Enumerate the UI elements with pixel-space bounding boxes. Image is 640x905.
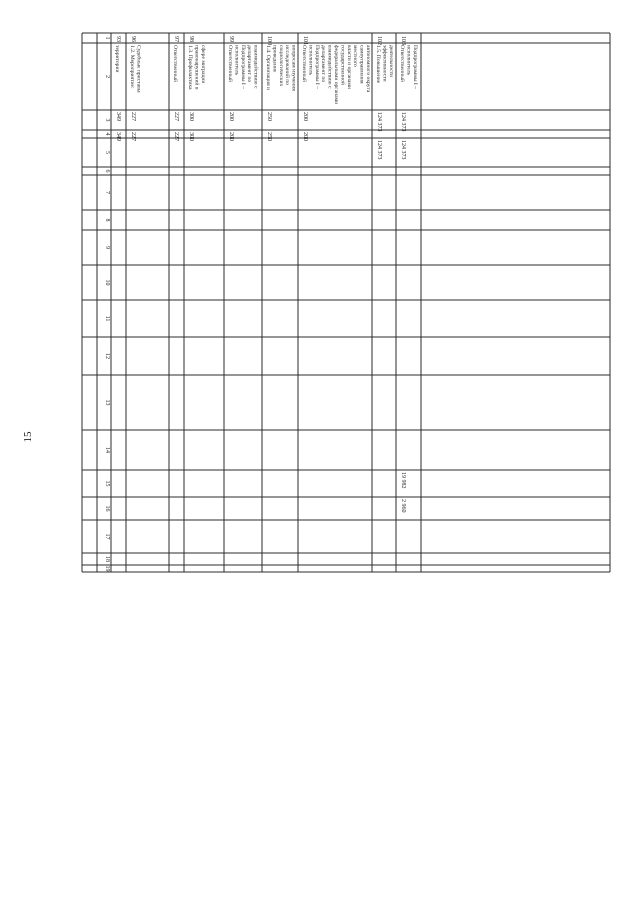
row-description-103-line: Подпрограммы I – — [411, 45, 418, 89]
row-description-99-line: взаимодействию с — [252, 45, 259, 89]
column-number-9: 9 — [104, 246, 110, 249]
row-description-96-line: 1.2. Мероприятие: — [129, 45, 135, 89]
row-103-value-c5: 124 373 — [400, 140, 406, 160]
column-number-16: 16 — [104, 505, 110, 512]
column-number-14: 14 — [104, 447, 110, 453]
row-description-102-line: деятельности — [387, 45, 394, 78]
row-number-93: 93 — [115, 36, 121, 42]
row-number-97: 97 — [173, 36, 179, 42]
row-description-101-line: автономного округа — [365, 45, 371, 93]
column-number-3: 3 — [104, 118, 110, 122]
row-101-value-c4: 200 — [302, 132, 308, 141]
row-description-97-line: Ответственный — [172, 45, 178, 82]
column-number-10: 10 — [104, 279, 110, 286]
row-description-98-line: 1.3. Профилактика — [187, 45, 193, 90]
column-number-12: 12 — [104, 353, 110, 359]
column-number-18: 18 — [104, 556, 110, 562]
column-number-7: 7 — [104, 191, 110, 194]
row-description-100-line: проведение — [271, 45, 278, 73]
table-cells — [104, 36, 418, 572]
row-description-99-line: департамент по — [246, 45, 253, 83]
row-description-100-line: социологических — [277, 45, 284, 87]
row-100-value-c3: 250 — [266, 112, 272, 121]
column-number-6: 6 — [104, 169, 110, 173]
row-description-101-line: департамент по — [320, 45, 327, 83]
column-number-8: 8 — [104, 218, 110, 222]
row-103-value-c16: 2 960 — [400, 499, 406, 513]
row-number-100: 100 — [266, 36, 272, 45]
row-description-101-line: местного — [352, 45, 359, 67]
column-number-1: 1 — [104, 36, 110, 40]
row-description-93-line: территории — [114, 45, 120, 73]
column-number-17: 17 — [104, 533, 110, 540]
column-number-11: 11 — [104, 315, 110, 322]
row-description-99-line: Подпрограммы I – — [239, 45, 246, 89]
column-number-5: 5 — [104, 151, 110, 154]
row-description-98-line: правонарушений в — [193, 45, 200, 90]
row-97-value-c3: 227 — [173, 112, 179, 121]
row-description-98-line: сфере миграции — [199, 45, 206, 84]
row-description-100-line: 1.4. Организация и — [265, 45, 271, 91]
row-number-103: 103 — [400, 36, 406, 45]
row-101-value-c3: 200 — [302, 112, 308, 121]
table-grid — [82, 33, 610, 572]
row-96-value-c4: 227 — [130, 132, 136, 141]
row-description-101-line: самоуправления — [358, 45, 365, 84]
row-description-102-line: 1.5. Повышение — [375, 45, 381, 84]
row-description-101-line: Подпрограммы I – — [313, 45, 320, 89]
row-description-99-line: исполнитель — [233, 45, 240, 76]
row-97-value-c4: 227 — [173, 132, 179, 141]
row-100-value-c4: 250 — [266, 132, 272, 141]
row-description-100-line: исследований по — [284, 45, 291, 86]
row-98-value-c3: 300 — [188, 112, 194, 121]
column-number-19: 19 — [104, 565, 110, 572]
row-102-value-c5: 124 373 — [376, 140, 382, 160]
row-description-102-line: эффективности — [381, 45, 388, 82]
row-description-101-line: Ответственный — [301, 45, 307, 82]
row-93-value-c3: 349 — [115, 112, 121, 121]
row-number-101: 101 — [302, 36, 308, 45]
row-description-100-line: вопросам изучения — [290, 45, 297, 91]
row-description-101-line: исполнитель — [307, 45, 314, 76]
column-number-4: 4 — [104, 132, 110, 136]
page-number: 15 — [22, 431, 34, 443]
row-102-value-c3: 124 373 — [376, 112, 382, 132]
row-98-value-c4: 300 — [188, 132, 194, 141]
row-number-102: 102 — [376, 36, 382, 45]
row-99-value-c4: 200 — [228, 132, 234, 141]
row-96-value-c3: 227 — [130, 112, 136, 121]
column-number-2: 2 — [104, 75, 110, 78]
row-number-99: 99 — [228, 36, 234, 42]
row-description-103-line: Ответственный — [399, 45, 405, 82]
row-103-value-c15: 19 982 — [400, 472, 406, 489]
row-description-99-line: Ответственный — [227, 45, 233, 82]
row-description-96-line: Судебные приставы — [135, 45, 142, 93]
row-number-96: 96 — [130, 36, 136, 42]
row-description-101-line: федеральными органами — [333, 45, 339, 105]
row-description-101-line: власти и органами — [345, 45, 352, 89]
row-description-101-line: государственной — [339, 45, 346, 85]
row-99-value-c3: 200 — [228, 112, 234, 121]
row-93-value-c4: 349 — [115, 132, 121, 141]
row-number-98: 98 — [188, 36, 194, 42]
column-number-15: 15 — [104, 480, 110, 487]
row-103-value-c3: 124 373 — [400, 112, 406, 132]
column-number-13: 13 — [104, 399, 110, 406]
row-description-103-line: исполнитель — [405, 45, 412, 76]
row-description-101-line: взаимодействию с — [326, 45, 333, 89]
